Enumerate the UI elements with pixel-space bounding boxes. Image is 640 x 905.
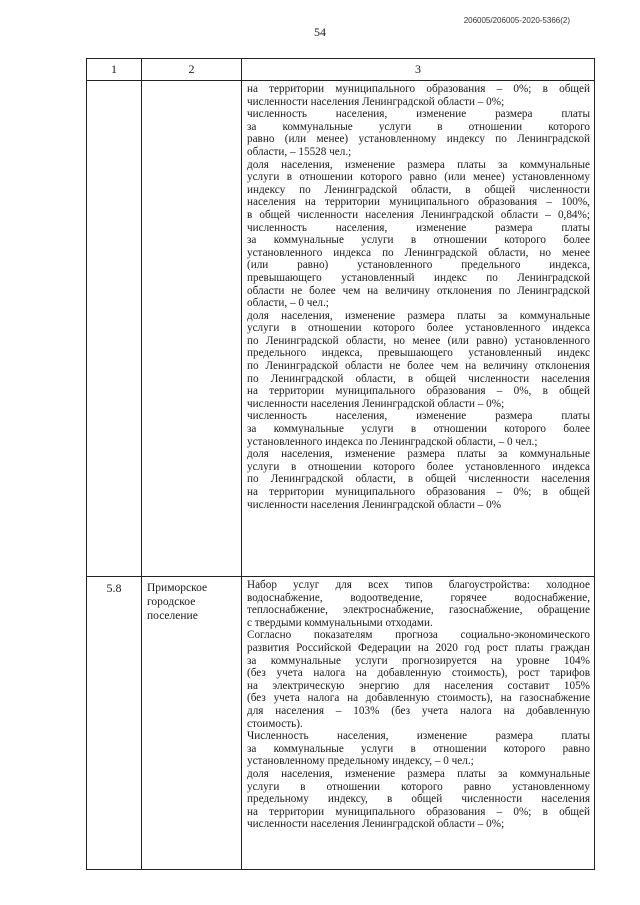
text-line: области не более чем на величину отклонения по Ленинградской [247, 284, 590, 297]
text-line: на территории муниципального образования – 0%, в общей [247, 385, 590, 398]
text-line: численности населения Ленинградской области – 0%; [247, 95, 505, 108]
indicator-text-cell [242, 81, 595, 577]
text-line: теплоснабжение, электроснабжение, газоснабжение, обращение [247, 604, 590, 617]
text-line: доля населения, изменение размера платы за коммунальные [247, 767, 590, 780]
text-line: по Ленинградской области, в общей численности населения [247, 473, 590, 486]
municipality-name-cell: Приморское городское поселение [142, 577, 242, 870]
text-line: численность населения, изменение размера платы [247, 108, 590, 121]
text-line: (без учета налога на добавленную стоимость), на газоснабжение [247, 692, 590, 705]
indicator-text-cell [242, 577, 595, 870]
text-line: Согласно показателям прогноза социально-экономического [247, 629, 590, 642]
text-line: услуги в отношении которого равно установленному [247, 780, 590, 793]
text-line: доля населения, изменение размера платы за коммунальные [247, 448, 590, 461]
text-line: в общей численности населения Ленинградской области – 0,84%; [247, 208, 590, 221]
text-line: по Ленинградской области не более чем на величину отклонения [247, 360, 590, 373]
text-line: равно (или менее) установленному индексу по Ленинградской [247, 133, 590, 146]
text-line: предельного индекса, превышающего установленный индекс [247, 347, 590, 360]
text-line: превышающего установленный индекс по Ленинградской [247, 271, 590, 284]
text-line: доля населения, изменение размера платы за коммунальные [247, 158, 590, 171]
text-line: численности населения Ленинградской области – 0%; [247, 397, 505, 410]
text-line: по Ленинградской области, в общей численности населения [247, 372, 590, 385]
text-line: на территории муниципального образования – 0%; в общей [247, 486, 590, 498]
row-number-cell: 5.8 [87, 577, 142, 870]
text-line: численность населения, изменение размера платы [247, 221, 590, 234]
text-line: области, – 0 чел.; [247, 297, 329, 310]
document-code: 206005/206005-2020-5366(2) [463, 16, 570, 25]
table-row [87, 81, 595, 577]
text-line: водоснабжение, водоотведение, горячее водоснабжение, [247, 591, 590, 604]
text-line: за коммунальные услуги в отношении которого [247, 120, 590, 133]
text-line: за коммунальные услуги в отношении которого равно [247, 742, 590, 755]
text-line: индексу по Ленинградской области, в общей численности [247, 183, 590, 196]
text-line: услуги в отношении которого более установленного индекса [247, 322, 590, 335]
text-line: развития Российской Федерации на 2020 год рост платы граждан [247, 641, 590, 654]
text-line: установленного индекса по Ленинградской области, – 0 чел.; [247, 435, 538, 448]
text-line: за коммунальные услуги в отношении которого более [247, 234, 590, 247]
data-table [86, 58, 595, 870]
text-line: стоимость). [247, 717, 303, 730]
text-line: за коммунальные услуги в отношении которого более [247, 423, 590, 436]
text-line: на электрическую энергию для населения составит 105% [247, 679, 590, 692]
text-line: Численность населения, изменение размера платы [247, 730, 590, 743]
text-line: численности населения Ленинградской области – 0% [247, 498, 502, 511]
table-row [87, 577, 595, 870]
text-line: установленного индекса по Ленинградской области, но менее [247, 246, 590, 259]
text-line: установленному предельному индексу, – 0 чел.; [247, 755, 474, 768]
column-header-1: 1 [87, 59, 142, 81]
page-number: 54 [314, 25, 326, 39]
text-line: для населения – 103% (без учета налога на добавленную [247, 704, 590, 717]
column-header-2: 2 [142, 59, 242, 81]
text-line: с твердыми коммунальными отходами. [247, 616, 433, 629]
text-line: численность населения, изменение размера платы [247, 410, 590, 423]
text-line: (или равно) установленного предельного индекса, [247, 259, 590, 272]
municipality-name-cell [142, 81, 242, 577]
text-line: на территории муниципального образования – 0%; в общей [247, 83, 590, 95]
text-line: предельному индексу, в общей численности населения [247, 793, 590, 806]
row-number-cell [87, 81, 142, 577]
text-line: численности населения Ленинградской области – 0%; [247, 818, 505, 831]
text-line: на территории муниципального образования – 0%; в общей [247, 805, 590, 818]
text-line: населения на территории муниципального образования – 100%, [247, 196, 590, 209]
text-line: за коммунальные услуги прогнозируется на уровне 104% [247, 654, 590, 667]
text-line: услуги в отношении которого более установленного индекса [247, 460, 590, 473]
text-line: услуги в отношении которого равно (или менее) установленному [247, 171, 590, 184]
text-line: области, – 15528 чел.; [247, 145, 352, 158]
text-line: Набор услуг для всех типов благоустройства: холодное [247, 579, 590, 591]
text-line: по Ленинградской области, но менее (или равно) установленного [247, 334, 590, 347]
table-header-row [87, 59, 595, 81]
column-header-3: 3 [242, 59, 595, 81]
text-line: (без учета налога на добавленную стоимость), рост тарифов [247, 667, 590, 680]
text-line: доля населения, изменение размера платы за коммунальные [247, 309, 590, 322]
